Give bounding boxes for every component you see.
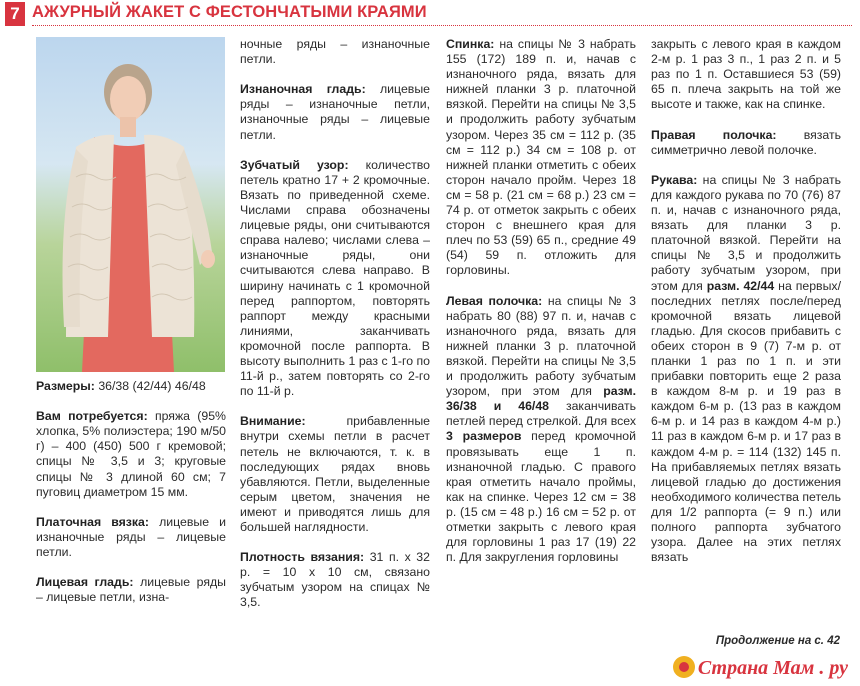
back-label: Спинка:	[446, 37, 495, 51]
continuation-note: Продолжение на с. 42	[715, 635, 840, 647]
sleeves-text-a: на спицы № 3 набрать для каждого рукава по 70 (76) 87 п. и, начав с изнаночного ряда, вязать для планки 3 р. платочной вязкой. Перейти на спицы № 3,5 и продолжить работу зубчатым узором, при этом для	[651, 172, 841, 293]
title-divider	[32, 25, 852, 26]
scallop-pattern-paragraph	[240, 158, 430, 400]
reverse-stockinette-label: Изнаночная гладь:	[240, 82, 366, 97]
article-title: АЖУРНЫЙ ЖАКЕТ С ФЕСТОНЧАТЫМИ КРАЯМИ	[32, 3, 427, 21]
watermark-logo-icon	[673, 656, 695, 678]
sleeves-label: Рукава:	[651, 172, 698, 187]
watermark	[673, 656, 848, 680]
right-front-label: Правая полочка:	[651, 127, 777, 142]
stockinette-label: Лицевая гладь:	[36, 575, 134, 590]
sizes-paragraph	[36, 379, 226, 394]
scallop-pattern-text: количество петель кратно 17 + 2 кромочные. Вязать по приведенной схеме. Числами справа обозначены лицевые ряды, они считываются справа налево; числами слева – изнаночные ряды, они считываются слева направо. В ширину начинать с 1 кромочной перед раппортом, повторять раппорт между красными линиями, заканчивать кромочной после раппорта. В высоту выполнить 1 раз с 1-го по 11-й р., затем повторять со 2-го по 11-й р.	[240, 157, 430, 399]
scallop-pattern-label: Зубчатый узор:	[240, 157, 349, 172]
sleeves-paragraph	[651, 173, 841, 565]
page-header	[0, 0, 860, 28]
back-paragraph	[446, 37, 636, 279]
attention-label: Внимание:	[240, 414, 306, 429]
materials-label: Вам потребуется:	[36, 409, 148, 424]
gauge-label: Плотность вязания:	[240, 550, 365, 565]
column-3	[446, 37, 636, 580]
sleeves-size-note: разм. 42/44	[706, 278, 775, 293]
left-front-all-sizes: 3 размеров	[446, 429, 522, 444]
garter-stitch-text: лицевые и изнаночные ряды – лицевые петли.	[36, 514, 226, 560]
sizes-text: 36/38 (42/44) 46/48	[98, 379, 206, 393]
right-front-paragraph	[651, 128, 841, 158]
right-front-text: вязать симметрично левой полочке.	[651, 127, 841, 157]
model-photo	[36, 37, 225, 372]
attention-text: прибавленные внутри схемы петли в расчет петель не включаются, т. к. в последующих рядах вновь убавляются. Петли, выделенные серым цветом, значения не имеют и приводятся лишь для большей наглядности.	[240, 414, 430, 534]
reverse-stockinette-paragraph	[240, 82, 430, 142]
garter-stitch-paragraph	[36, 515, 226, 560]
gauge-text: 31 п. х 32 р. = 10 х 10 см, связано зубчатым узором на спицах № 3,5.	[240, 550, 430, 610]
left-front-label: Левая полочка:	[446, 293, 543, 308]
left-front-text-b: заканчивать петлей перед стрелкой. Для всех	[446, 399, 636, 429]
left-front-continued: закрыть с левого края в каждом 2-м р. 1 раз 3 п., 1 раз 2 п. и 5 раз по 1 п. Оставшиеся 53 (59) 65 п. плеча закрыть на той же высоте и также, как на спинке.	[651, 37, 841, 112]
attention-paragraph	[240, 414, 430, 535]
sleeves-text-b: на первых/последних петлях после/перед кромочной вязать лицевой гладью. Для скосов прибавить с обеих сторон в 9 (7) 7-м р. от планки 1 раз по 1 п. и эти прибавки повторить еще 2 раза в каждом 8-м р. и 19 раз в каждом 6-м р. (13 раз в каждом 6-м р. и 14 раз в каждом 4-м р.) 11 раз в каждом 6-м р. и 17 раз в каждом 4-м р. = 114 (132) 145 п. На прибавляемых петлях вязать лицевой гладью до достижения необходимого количества петель для 1/2 раппорта (= 9 п.) или полного раппорта зубчатого узора. Далее на этих петлях вязать	[651, 278, 841, 565]
column-2	[240, 37, 430, 626]
left-front-size-note: разм. 36/38 и 46/48	[446, 384, 637, 414]
column-1	[36, 379, 226, 621]
page-number: 7	[5, 2, 25, 26]
column-4	[651, 37, 841, 580]
garter-stitch-label: Платочная вязка:	[36, 514, 149, 529]
watermark-text: Страна Мам . ру	[697, 657, 848, 679]
sizes-label: Размеры:	[36, 379, 95, 393]
left-front-text-a: на спицы № 3 набрать 80 (88) 97 п. и, начав с изнаночного ряда, вязать для нижней планки 3 р. платочной вязкой. Перейти на спицы № 3,5 и продолжить работу зубчатым узором, при этом для	[446, 293, 637, 399]
back-text: на спицы № 3 набрать 155 (172) 189 п. и, начав с изнаночного ряда, вязать для нижней планки 3 р. платочной вязкой. Перейти на спицы № 3,5 и продолжить работу зубчатым узором. Через 35 см = 112 р. (35 см = 112 р.) 34 см = 108 р. от нижней планки отметить с обеих сторон начало пройм. Через 18 см = 58 р. (21 см = 68 р.) 23 см = 74 р. от отметок закрыть с обеих сторон с внешнего края для плеч по 53 (59) 65 п., средние 49 (54) 59 п. отложить для горловины.	[446, 37, 636, 278]
materials-text: пряжа (95% хлопка, 5% полиэстера; 190 м/50 г) – 400 (450) 500 г кремовой; спицы № 3,5 и 3; круговые спицы № 3 длиной 60 см; 7 пуговиц диаметром 15 мм.	[36, 409, 226, 499]
reverse-stockinette-text: лицевые ряды – изнаночные петли, изнаночные ряды – лицевые петли.	[240, 82, 430, 142]
gauge-paragraph	[240, 550, 430, 610]
left-front-paragraph	[446, 294, 636, 566]
stockinette-paragraph	[36, 575, 226, 605]
materials-paragraph	[36, 409, 226, 500]
stockinette-text: лицевые ряды – лицевые петли, изна-	[36, 575, 226, 605]
left-front-text-c: перед кромочной провязывать еще 1 п. изнаночной гладью. С правого края отметить начало проймы, как на спинке. Через 12 см = 38 р. (15 см = 48 р.) 16 см = 52 р. от отметки закрыть с левого края для горловины 1 раз 17 (19) 22 п. Для закругления горловины	[446, 429, 636, 565]
stockinette-continued: ночные ряды – изнаночные петли.	[240, 37, 430, 67]
woman-in-cardigan-illustration	[36, 37, 225, 372]
